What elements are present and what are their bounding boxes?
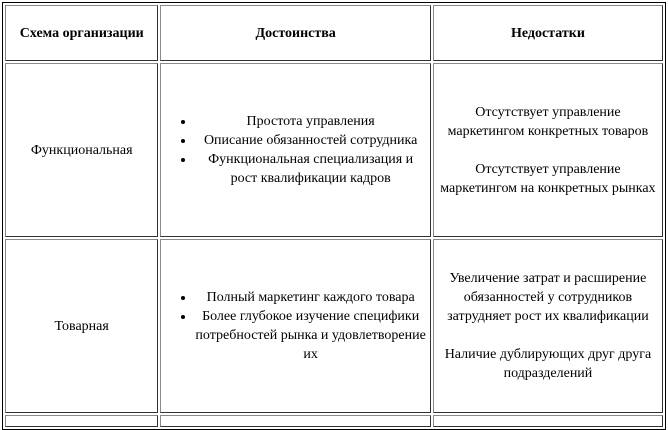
scheme-cell: Функциональная: [5, 63, 158, 237]
advantages-list: [165, 288, 425, 364]
advantages-list: [165, 112, 425, 188]
advantages-cell: [160, 63, 430, 237]
list-item: • Полный маркетинг каждого товара: [195, 288, 425, 307]
disadvantage-text: Наличие дублирующих друг друга подразделений: [444, 347, 652, 381]
header-row: [5, 5, 663, 61]
list-item: • Простота управления: [195, 112, 425, 131]
header-scheme: Схема организации: [5, 5, 158, 61]
table-row: [5, 239, 663, 413]
advantages-cell: [160, 239, 430, 413]
empty-cell: [433, 415, 663, 427]
disadvantage-text: Отсутствует управление маркетингом на конкретных рынках: [440, 161, 656, 196]
empty-cell: [5, 415, 158, 427]
disadvantages-cell: [433, 63, 663, 237]
list-item: • Функциональная специализация и рост квалификации кадров: [195, 150, 425, 188]
disadvantage-text: Увеличение затрат и расширение обязанностей у сотрудников затрудняет рост их квалификации: [447, 271, 649, 324]
list-item: • Более глубокое изучение специфики потребностей рынка и удовлетворение их: [195, 307, 425, 364]
header-disadvantages: Недостатки: [433, 5, 663, 61]
empty-cell: [160, 415, 430, 427]
disadvantage-text: Отсутствует управление маркетингом конкретных товаров: [447, 104, 649, 139]
table-row-partial: [5, 415, 663, 427]
table-row: [5, 63, 663, 237]
header-advantages: Достоинства: [160, 5, 430, 61]
scheme-cell: Товарная: [5, 239, 158, 413]
disadvantages-cell: [433, 239, 663, 413]
comparison-table: [2, 2, 666, 430]
list-item: • Описание обязанностей сотрудника: [195, 131, 425, 150]
